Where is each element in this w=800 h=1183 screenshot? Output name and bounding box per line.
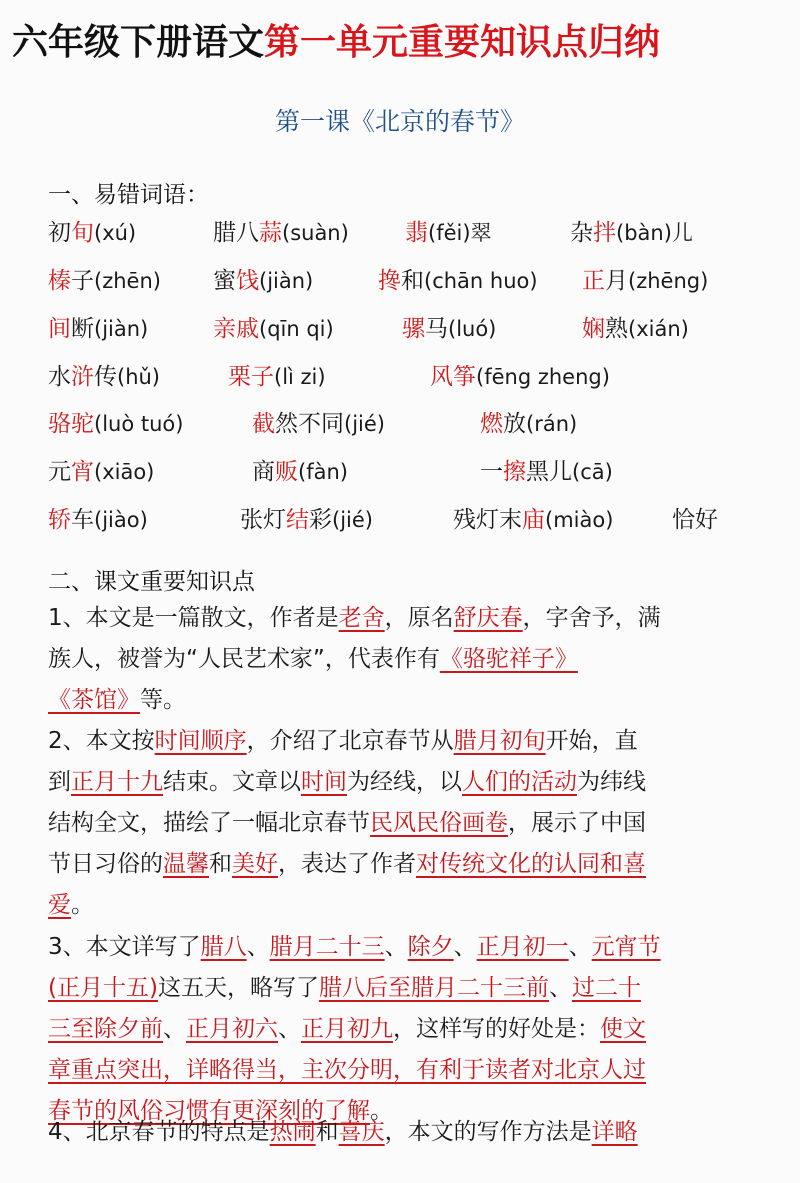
word-text: 车: [71, 507, 94, 533]
pinyin: (zhēn): [94, 269, 161, 293]
key-term: 美好: [232, 851, 278, 877]
body-text: 到: [48, 769, 71, 795]
highlighted-char: 亲戚: [213, 316, 259, 342]
body-text: 、: [568, 934, 592, 960]
paragraph-line: [48, 885, 748, 926]
highlighted-char: 间: [48, 316, 71, 342]
body-text: 结构全文，描绘了一幅北京春节: [48, 810, 370, 836]
key-term: 腊月二十三: [269, 934, 385, 960]
key-term: 章重点突出，详略得当，主次分明，有利于读者对北京人过: [48, 1057, 646, 1083]
body-text: 节日习俗的: [48, 851, 163, 877]
pinyin: (fěi)翠: [428, 221, 492, 245]
lesson-title: 第一课《北京的春节》: [274, 107, 525, 136]
page-title: [12, 14, 660, 65]
key-term: 人们的活动: [462, 769, 577, 795]
word-text: 恰好: [672, 507, 718, 533]
knowledge-paragraph: [48, 721, 748, 926]
pinyin: (rán): [526, 412, 578, 436]
vocab-word: [48, 453, 154, 486]
vocab-word: [228, 358, 326, 391]
body-text: 和: [209, 851, 232, 877]
pinyin: (suàn): [282, 221, 349, 245]
vocab-word: [48, 405, 183, 438]
key-term: 对传统文化的认同和喜: [416, 851, 646, 877]
word-text: 月: [605, 268, 628, 294]
vocab-word: [480, 405, 577, 438]
paragraph-line: [48, 1050, 748, 1091]
vocab-word: [582, 262, 708, 295]
paragraph-line: [48, 844, 748, 885]
pinyin: (jié): [332, 508, 373, 532]
body-text: ，字舍予，满: [522, 605, 661, 631]
body-text: ，介绍了北京春节从: [246, 728, 454, 754]
word-text: 断: [71, 316, 94, 342]
body-text: 结束。文章以: [163, 769, 301, 795]
pinyin: (qīn qi): [259, 317, 334, 341]
key-term: 时间: [301, 769, 347, 795]
key-term: 详略: [591, 1119, 638, 1145]
body-text: 、: [278, 1016, 301, 1042]
word-text: 残灯末: [453, 507, 522, 533]
vocab-word: [570, 214, 693, 247]
highlighted-char: 拌: [593, 220, 616, 246]
vocab-word: [672, 501, 718, 534]
vocab-word: [48, 358, 160, 391]
highlighted-char: 宵: [71, 459, 94, 485]
highlighted-char: 骡: [402, 316, 425, 342]
vocab-word: [213, 214, 349, 247]
highlighted-char: 翡: [405, 220, 428, 246]
body-text: 。: [370, 1098, 393, 1124]
paragraph-line: [48, 1009, 748, 1050]
body-text: ，表达了作者: [278, 851, 416, 877]
word-text: 传: [94, 364, 117, 390]
body-text: ，原名: [384, 605, 454, 631]
body-text: 这五天，略写了: [157, 975, 319, 1001]
key-term: 使文: [600, 1016, 646, 1042]
key-term: 除夕: [407, 934, 454, 960]
key-term: 春节的风俗习惯有更深刻的了解: [48, 1098, 370, 1124]
pinyin: (chān huo): [424, 269, 538, 293]
highlighted-char: 骆驼: [48, 411, 94, 437]
key-term: 元宵节: [591, 934, 661, 960]
paragraph-line: [48, 803, 748, 844]
body-text: 3、本文详写了: [48, 934, 201, 960]
highlighted-char: 蒜: [259, 220, 282, 246]
pinyin: (jiàn): [259, 269, 314, 293]
pinyin: (xiāo): [94, 460, 155, 484]
body-text: 、: [548, 975, 572, 1001]
body-text: 、: [453, 934, 477, 960]
section1-heading: 一、易错词语：: [48, 182, 209, 208]
key-term: 热闹: [269, 1119, 316, 1145]
vocab-word: [378, 262, 538, 295]
pinyin: (bàn)儿: [616, 221, 693, 245]
body-text: 等。: [140, 687, 186, 713]
vocab-word: [430, 358, 610, 391]
word-text: 初: [48, 220, 71, 246]
word-text: 放: [503, 411, 526, 437]
body-text: ，展示了中国: [508, 810, 646, 836]
body-text: 和: [315, 1119, 339, 1145]
vocab-word: [453, 501, 613, 534]
pinyin: (jiào): [94, 508, 148, 532]
pinyin: (jié): [344, 412, 385, 436]
key-term: 温馨: [163, 851, 209, 877]
pinyin: (lì zi): [274, 365, 326, 389]
vocab-word: [252, 453, 348, 486]
word-text: 商: [252, 459, 275, 485]
section2-heading: 二、课文重要知识点: [48, 569, 255, 595]
pinyin: (zhēng): [628, 269, 709, 293]
body-text: ，本文的写作方法是: [384, 1119, 592, 1145]
key-term: 爱: [48, 892, 71, 918]
vocab-word: [405, 214, 492, 247]
key-term: 腊八: [200, 934, 247, 960]
pinyin: (luò tuó): [94, 412, 184, 436]
vocab-word: [48, 214, 136, 247]
pinyin: (fàn): [298, 460, 348, 484]
highlighted-char: 燃: [480, 411, 503, 437]
word-text: 然不同: [275, 411, 344, 437]
paragraph-line: [48, 968, 748, 1009]
body-text: 4、北京春节的特点是: [48, 1119, 270, 1145]
body-text: 为纬线: [577, 769, 646, 795]
body-text: ，这样写的好处是：: [393, 1016, 600, 1042]
vocab-word: [480, 453, 613, 486]
key-term: 三至除夕前: [48, 1016, 163, 1042]
key-term: 腊八后至腊月二十三前: [318, 975, 549, 1001]
pinyin: (luó): [448, 317, 497, 341]
paragraph-line: [48, 639, 748, 680]
vocab-word: [48, 262, 161, 295]
vocab-word: [240, 501, 373, 534]
highlighted-char: 榛: [48, 268, 71, 294]
word-text: 黑儿: [526, 459, 572, 485]
body-text: 、: [384, 934, 408, 960]
word-text: 彩: [309, 507, 332, 533]
highlighted-char: 正: [582, 268, 605, 294]
body-text: 族人，被誉为“人民艺术家”，代表作有: [48, 646, 440, 672]
paragraph-line: [48, 721, 748, 762]
word-text: 元: [48, 459, 71, 485]
key-term: 过二十: [571, 975, 641, 1001]
key-term: 正月初六: [186, 1016, 278, 1042]
word-text: 水: [48, 364, 71, 390]
key-term: (正月十五): [48, 975, 158, 1001]
paragraph-line: [48, 927, 748, 968]
highlighted-char: 贩: [275, 459, 298, 485]
vocab-word: [582, 310, 689, 343]
vocab-word: [48, 501, 148, 534]
body-text: 开始，直: [545, 728, 638, 754]
key-term: 《茶馆》: [48, 687, 140, 713]
paragraph-line: [48, 680, 748, 721]
pinyin: (fēng zheng): [476, 365, 610, 389]
key-term: 正月初九: [301, 1016, 393, 1042]
body-text: 、: [163, 1016, 186, 1042]
word-text: 张灯: [240, 507, 286, 533]
key-term: 民风民俗画卷: [370, 810, 508, 836]
body-text: 为经线，以: [347, 769, 462, 795]
knowledge-paragraph: [48, 927, 748, 1132]
knowledge-paragraph: [48, 1112, 748, 1153]
vocab-word: [402, 310, 496, 343]
pinyin: (miào): [545, 508, 614, 532]
pinyin: (jiàn): [94, 317, 149, 341]
highlighted-char: 截: [252, 411, 275, 437]
word-text: 腊八: [213, 220, 259, 246]
word-text: 一: [480, 459, 503, 485]
vocab-word: [252, 405, 385, 438]
highlighted-char: 饯: [236, 268, 259, 294]
key-term: 正月十九: [71, 769, 163, 795]
highlighted-char: 结: [286, 507, 309, 533]
body-text: 1、本文是一篇散文，作者是: [48, 605, 339, 631]
paragraph-line: [48, 762, 748, 803]
body-text: 。: [71, 892, 94, 918]
word-text: 蜜: [213, 268, 236, 294]
key-term: 时间顺序: [154, 728, 247, 754]
body-text: 、: [246, 934, 270, 960]
body-text: 2、本文按: [48, 728, 155, 754]
highlighted-char: 风筝: [430, 364, 476, 390]
key-term: 舒庆春: [453, 605, 523, 631]
highlighted-char: 擦: [503, 459, 526, 485]
highlighted-char: 浒: [71, 364, 94, 390]
vocab-word: [48, 310, 148, 343]
paragraph-line: [48, 598, 748, 639]
highlighted-char: 栗子: [228, 364, 274, 390]
key-term: 喜庆: [338, 1119, 385, 1145]
highlighted-char: 轿: [48, 507, 71, 533]
highlighted-char: 搀: [378, 268, 401, 294]
word-text: 和: [401, 268, 424, 294]
word-text: 子: [71, 268, 94, 294]
key-term: 《骆驼祥子》: [439, 646, 578, 672]
vocab-word: [213, 310, 334, 343]
pinyin: (cā): [572, 460, 613, 484]
paragraph-line: [48, 1112, 748, 1153]
vocab-word: [213, 262, 313, 295]
key-term: 老舍: [338, 605, 385, 631]
pinyin: (xián): [628, 317, 689, 341]
word-text: 熟: [605, 316, 628, 342]
key-term: 正月初一: [476, 934, 569, 960]
knowledge-paragraph: [48, 598, 748, 721]
word-text: 杂: [570, 220, 593, 246]
highlighted-char: 娴: [582, 316, 605, 342]
key-term: 腊月初旬: [453, 728, 546, 754]
highlighted-char: 庙: [522, 507, 545, 533]
highlighted-char: 旬: [71, 220, 94, 246]
title-part-grade: 六年级下册语文: [12, 22, 265, 63]
word-text: 马: [425, 316, 448, 342]
title-part-unit: 第一单元重要知识点归纳: [264, 22, 661, 63]
pinyin: (xú): [94, 221, 137, 245]
pinyin: (hǔ): [117, 365, 161, 389]
